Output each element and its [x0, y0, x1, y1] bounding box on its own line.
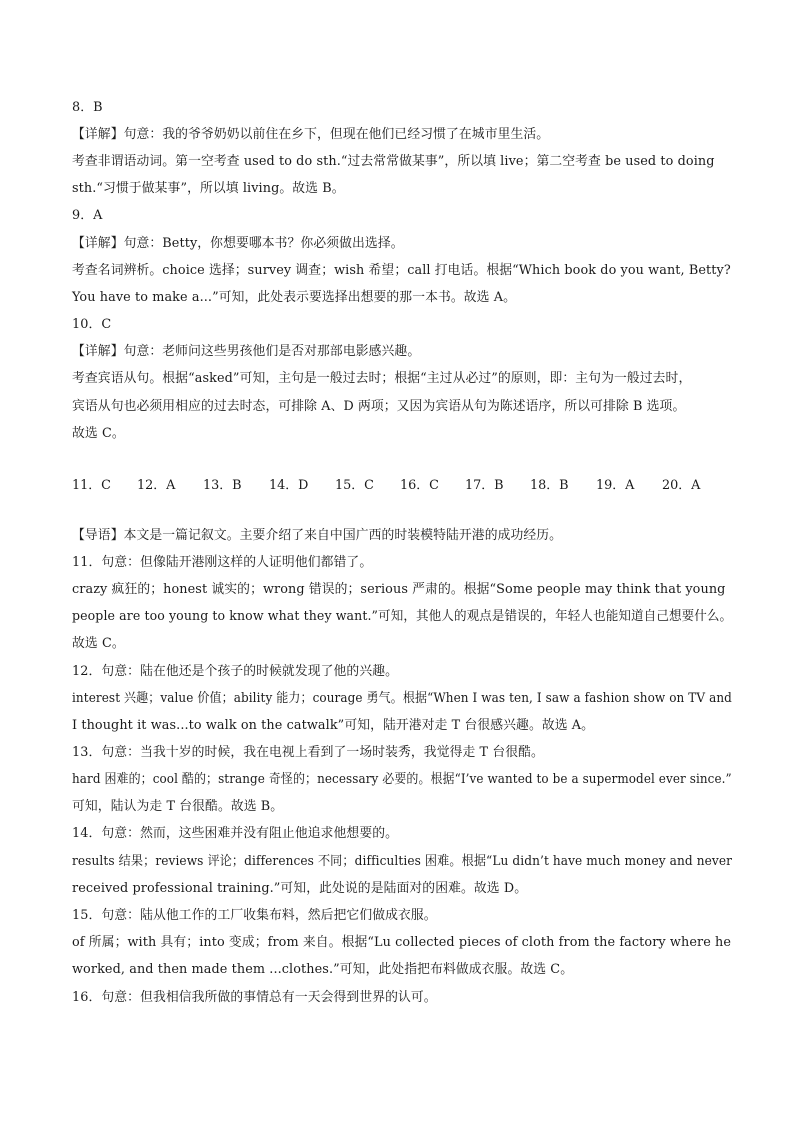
explanation-11-meaning: 11．句意：但像陆开港刚这样的人证明他们都错了。: [72, 555, 373, 570]
detail-10-text: 宾语从句也必须用相应的过去时态，可排除 A、D 两项；又因为宾语从句为陈述语序，所以可排除 B 选项。: [72, 399, 686, 414]
explanation-11-text: crazy 疯狂的；honest 诚实的；wrong 错误的；serious 严肃的。根据“Some people may think that young: [72, 582, 726, 597]
answer-key-item: 15．C: [335, 478, 374, 493]
answer-key-item: 12．A: [137, 478, 176, 493]
detail-8-meaning: 【详解】句意：我的爷爷奶奶以前住在乡下，但现在他们已经习惯了在城市里生活。: [72, 127, 550, 142]
answer-key-item: 17．B: [465, 478, 504, 493]
detail-10-text: 故选 C。: [72, 426, 125, 441]
explanation-12-text: I thought it was...to walk on the catwalk”可知，陆开港对走 T 台很感兴趣。故选 A。: [72, 718, 595, 733]
explanation-15-meaning: 15．句意：陆从他工作的工厂收集布料，然后把它们做成衣服。: [72, 908, 437, 923]
answer-key-item: 13．B: [203, 478, 242, 493]
detail-9-meaning: 【详解】句意：Betty，你想要哪本书？你必须做出选择。: [72, 236, 404, 251]
answer-8: 8．B: [72, 100, 103, 115]
answer-key-row: [72, 474, 732, 494]
answer-key-item: 19．A: [596, 478, 635, 493]
explanation-12-meaning: 12．句意：陆在他还是个孩子的时候就发现了他的兴趣。: [72, 664, 399, 679]
explanation-12-text: interest 兴趣；value 价值；ability 能力；courage 勇气。根据“When I was ten, I saw a fashion show on TV and: [72, 691, 732, 706]
detail-9-text: 考查名词辨析。choice 选择；survey 调查；wish 希望；call 打电话。根据“Which book do you want, Betty?: [72, 263, 731, 278]
answer-9: 9．A: [72, 208, 103, 223]
explanation-13-meaning: 13．句意：当我十岁的时候，我在电视上看到了一场时装秀，我觉得走 T 台很酷。: [72, 745, 544, 760]
explanation-15-text: of 所属；with 具有；into 变成；from 来自。根据“Lu collected pieces of cloth from the factory where he: [72, 935, 732, 950]
detail-10-text: 考查宾语从句。根据“asked”可知，主句是一般过去时；根据“主过从必过”的原则，即：主句为一般过去时，: [72, 371, 692, 386]
answer-key-item: 14．D: [269, 478, 309, 493]
explanation-13-text: 可知，陆认为走 T 台很酷。故选 B。: [72, 799, 284, 814]
explanation-14-text: results 结果；reviews 评论；differences 不同；difficulties 困难。根据“Lu didn’t have much money and never: [72, 854, 733, 869]
detail-9-text: You have to make a...”可知，此处表示要选择出想要的那一本书。故选 A。: [72, 290, 516, 305]
answer-key-item: 16．C: [400, 478, 439, 493]
answer-10: 10．C: [72, 317, 112, 332]
explanation-13-text: hard 困难的；cool 酷的；strange 奇怪的；necessary 必要的。根据“I’ve wanted to be a supermodel ever since.”: [72, 772, 732, 787]
explanation-16-meaning: 16．句意：但我相信我所做的事情总有一天会得到世界的认可。: [72, 990, 437, 1005]
explanation-11-text: 故选 C。: [72, 636, 125, 651]
detail-8-text: sth.“习惯于做某事”，所以填 living。故选 B。: [72, 181, 345, 196]
passage-intro: 【导语】本文是一篇记叙文。主要介绍了来自中国广西的时装模特陆开港的成功经历。: [72, 528, 563, 543]
answer-key-item: 11．C: [72, 478, 111, 493]
explanation-14-text: received professional training.”可知，此处说的是陆面对的困难。故选 D。: [72, 881, 528, 896]
answer-key-item: 18．B: [530, 478, 569, 493]
detail-8-text: 考查非谓语动词。第一空考查 used to do sth.“过去常常做某事”，所以填 live；第二空考查 be used to doing: [72, 154, 715, 169]
answer-key-item: 20．A: [662, 478, 701, 493]
explanation-11-text: people are too young to know what they want.”可知，其他人的观点是错误的，年轻人也能知道自己想要什么。: [72, 609, 733, 624]
detail-10-meaning: 【详解】句意：老师问这些男孩他们是否对那部电影感兴趣。: [72, 344, 421, 359]
explanation-14-meaning: 14．句意：然而，这些困难并没有阻止他追求他想要的。: [72, 826, 399, 841]
explanation-15-text: worked, and then made them ...clothes.”可知，此处指把布料做成衣服。故选 C。: [72, 962, 574, 977]
